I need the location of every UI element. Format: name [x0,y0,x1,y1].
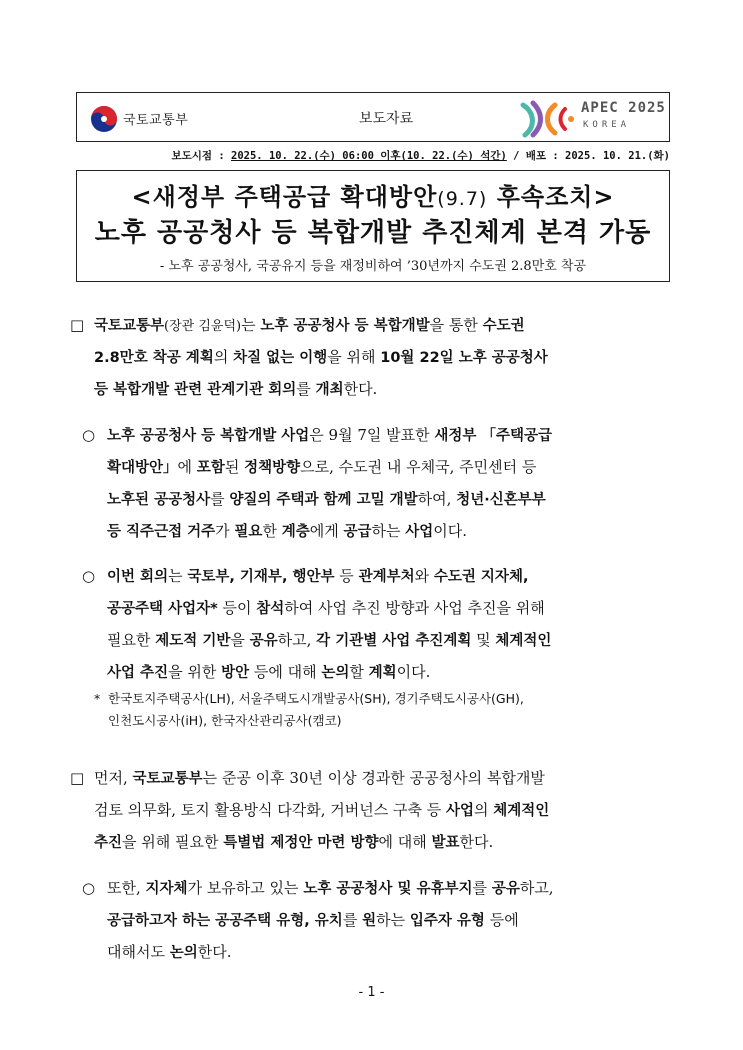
p1-s3: 는 [241,316,261,334]
footnote-line-1: 한국토지주택공사(LH), 서울주택도시개발공사(SH), 경기주택도시공사(GH), [108,691,524,706]
p3-s12: 필요한 [107,631,156,649]
circle-bullet: ○ [82,426,96,444]
p4-s9: 을 위해 필요한 [122,833,224,851]
p1-line-2 [94,342,684,374]
apec-subtitle: KOREA [583,120,631,130]
p3-line-1 [107,561,687,593]
p4-s3: 는 준공 이후 30년 이상 경과한 공공청사의 복합개발 [202,769,545,787]
p1-s12: 등 복합개발 관련 관계기관 회의 [94,382,297,398]
p4-s5: 사업 [445,803,474,819]
p5-s2: 지자체 [145,881,188,897]
p5-s9: 를 [342,911,363,929]
p3-s24: 논의 [321,665,350,681]
apec-emblem-icon [519,99,577,139]
p2-s24: 이다. [433,522,467,540]
paragraph-5 [107,873,687,969]
p2-s23: 사업 [405,524,434,540]
p3-s17: 각 기관별 사업 추진계획 [316,633,472,649]
p2-s9: 으로, 수도권 내 우체국, 주민센터 등 [300,458,537,476]
p3-s27: 이다. [396,663,431,681]
release-prefix: 보도시점 : [171,150,232,162]
p2-line-2 [107,452,687,484]
p2-s10: 노후된 공공청사 [107,492,211,508]
circle-bullet: ○ [82,879,96,897]
p1-s7: 2.8만호 착공 계획 [94,350,214,366]
p3-s1: 이번 회의 [107,569,169,585]
p1-s13: 를 [296,380,316,398]
p3-s18: 및 [471,631,496,649]
p3-s22: 방안 [221,665,250,681]
page-number: - 1 - [358,985,385,1000]
p3-s23: 등에 대해 [249,663,322,681]
p5-s13: 등에 [484,911,519,929]
p2-s13: 하여, [417,490,457,508]
p1-s6: 수도권 [482,318,525,334]
p1-s10: 을 위해 [327,348,381,366]
headline-1c: 후속조치> [487,183,615,211]
p2-s11: 를 [210,490,230,508]
p3-s9: 등이 [217,599,257,617]
p5-s3: 가 보유하고 있는 [187,879,304,897]
p3-s25: 할 [349,663,369,681]
circle-bullet: ○ [82,567,96,585]
p3-s10: 참석 [256,601,285,617]
footnote-star: * [94,691,101,706]
p3-s19: 체계적인 [495,633,552,649]
p3-s21: 을 위한 [168,663,222,681]
headline-box [76,170,670,282]
paragraph-4 [94,763,684,859]
headline-subtitle: - 노후 공공청사, 국공유지 등을 재정비하여 ’30년까지 수도권 2.8만호 착공 [159,259,587,274]
p4-line-2 [94,795,684,827]
p3-line-3 [107,625,687,657]
square-bullet: □ [70,316,85,334]
p1-s15: 한다. [343,380,378,398]
p5-s5: 를 [472,879,492,897]
headline-1a: <새정부 주택공급 확대방안 [131,183,438,211]
p2-s14: 청년·신혼부부 [456,492,546,508]
p5-line-3 [107,937,687,969]
p1-s4: 노후 공공청사 등 복합개발 [260,318,430,334]
p5-s11: 하는 [376,911,410,929]
p4-s2: 국토교통부 [132,771,203,787]
square-bullet: □ [70,769,85,787]
paragraph-1 [94,310,684,406]
release-suffix: / 배포 : 2025. 10. 21.(화) [506,150,670,162]
p3-s8: 공공주택 사업자* [107,601,218,617]
p5-s12: 입주자 유형 [409,913,485,929]
p2-s7: 된 [224,458,245,476]
p1-s5: 을 통한 [429,316,483,334]
p5-line-1 [107,873,687,905]
p3-line-2 [107,593,687,625]
p2-s20: 에게 [309,522,344,540]
p2-s16: 가 [215,522,235,540]
p4-s13: 한다. [459,833,494,851]
p3-s16: 하고, [277,631,317,649]
p2-s12: 양질의 주택과 함께 고밀 개발 [229,492,418,508]
p2-s15: 등 직주근접 거주 [107,524,216,540]
p2-line-3 [107,484,687,516]
p5-s6: 공유 [491,881,520,897]
p5-s1: 또한, [107,879,146,897]
release-embargo: 2025. 10. 22.(수) 06:00 이후(10. 22.(수) 석간) [231,150,507,162]
p5-s4: 노후 공공청사 및 유휴부지 [303,881,473,897]
p4-s10: 특별법 제정안 마련 방향 [223,835,379,851]
p1-line-3 [94,374,684,406]
p2-s22: 하는 [371,522,406,540]
press-header [76,92,670,142]
apec-title: APEC 2025 [581,100,666,116]
p2-s5: 에 [177,458,197,476]
p1-s8: 의 [213,348,234,366]
p5-s8: 공급하고자 하는 공공주택 유형, 유치 [107,913,343,929]
p1-s14: 개최 [315,382,344,398]
p4-s11: 에 대해 [378,833,432,851]
p2-line-1 [107,420,687,452]
p4-s8: 추진 [94,835,123,851]
p2-s19: 계층 [281,524,310,540]
p3-s20: 사업 추진 [107,665,169,681]
p1-s2: (장관 김윤덕) [164,319,242,334]
p4-line-1 [94,763,684,795]
headline-line-2: 노후 공공청사 등 복합개발 추진체계 본격 가동 [94,218,652,248]
footnote-line-2: 인천도시공사(iH), 한국자산관리공사(캠코) [108,713,342,728]
p2-s2: 은 9월 7일 발표한 [309,426,435,444]
p3-s5: 관계부처 [358,569,415,585]
p2-s8: 정책방향 [244,460,301,476]
release-info [171,148,670,163]
p5-s15: 논의 [169,945,198,961]
headline-1b: (9.7) [437,188,488,210]
p5-line-2 [107,905,687,937]
p1-line-1 [94,310,684,342]
p1-s9: 차질 없는 이행 [233,350,328,366]
p3-s2: 는 [168,567,188,585]
p3-s13: 제도적 기반 [155,633,231,649]
p2-s18: 한 [262,522,282,540]
p2-s6: 포함 [196,460,225,476]
p5-s7: 하고, [519,879,554,897]
p3-s4: 등 [334,567,359,585]
p2-line-4 [107,516,687,548]
p4-line-3 [94,827,684,859]
p5-s10: 원 [362,913,377,929]
press-release-label: 보도자료 [359,111,414,127]
p4-s4: 검토 의무화, 토지 활용방식 다각화, 거버넌스 구축 등 [94,801,446,819]
p3-s3: 국토부, 기재부, 행안부 [187,569,335,585]
p2-s3: 새정부 「주택공급 [434,428,553,444]
p3-s15: 공유 [249,633,278,649]
p3-s7: 수도권 지자체, [433,569,529,585]
p4-s6: 의 [474,801,494,819]
p3-s14: 을 [230,631,250,649]
p4-s1: 먼저, [94,769,133,787]
p3-s11: 하여 사업 추진 방향과 사업 추진을 위해 [284,599,545,617]
p2-s17: 필요 [234,524,263,540]
p5-s16: 한다. [197,943,232,961]
paragraph-2 [107,420,687,548]
p2-s1: 노후 공공청사 등 복합개발 사업 [107,428,310,444]
p2-s21: 공급 [343,524,372,540]
p1-s11: 10월 22일 노후 공공청사 [380,350,548,366]
p4-s7: 체계적인 [493,803,550,819]
ministry-name: 국토교통부 [123,113,189,128]
p3-s6: 와 [414,567,434,585]
p3-line-4 [107,657,687,689]
p4-s12: 발표 [431,835,460,851]
headline-line-1 [77,177,669,212]
p3-s26: 계획 [368,665,397,681]
ministry-logo-icon [90,105,118,133]
p2-s4: 확대방안」 [107,460,178,476]
p5-s14: 대해서도 [107,943,170,961]
paragraph-3 [107,561,687,689]
p1-s1: 국토교통부 [94,318,165,334]
footnote [108,688,668,732]
